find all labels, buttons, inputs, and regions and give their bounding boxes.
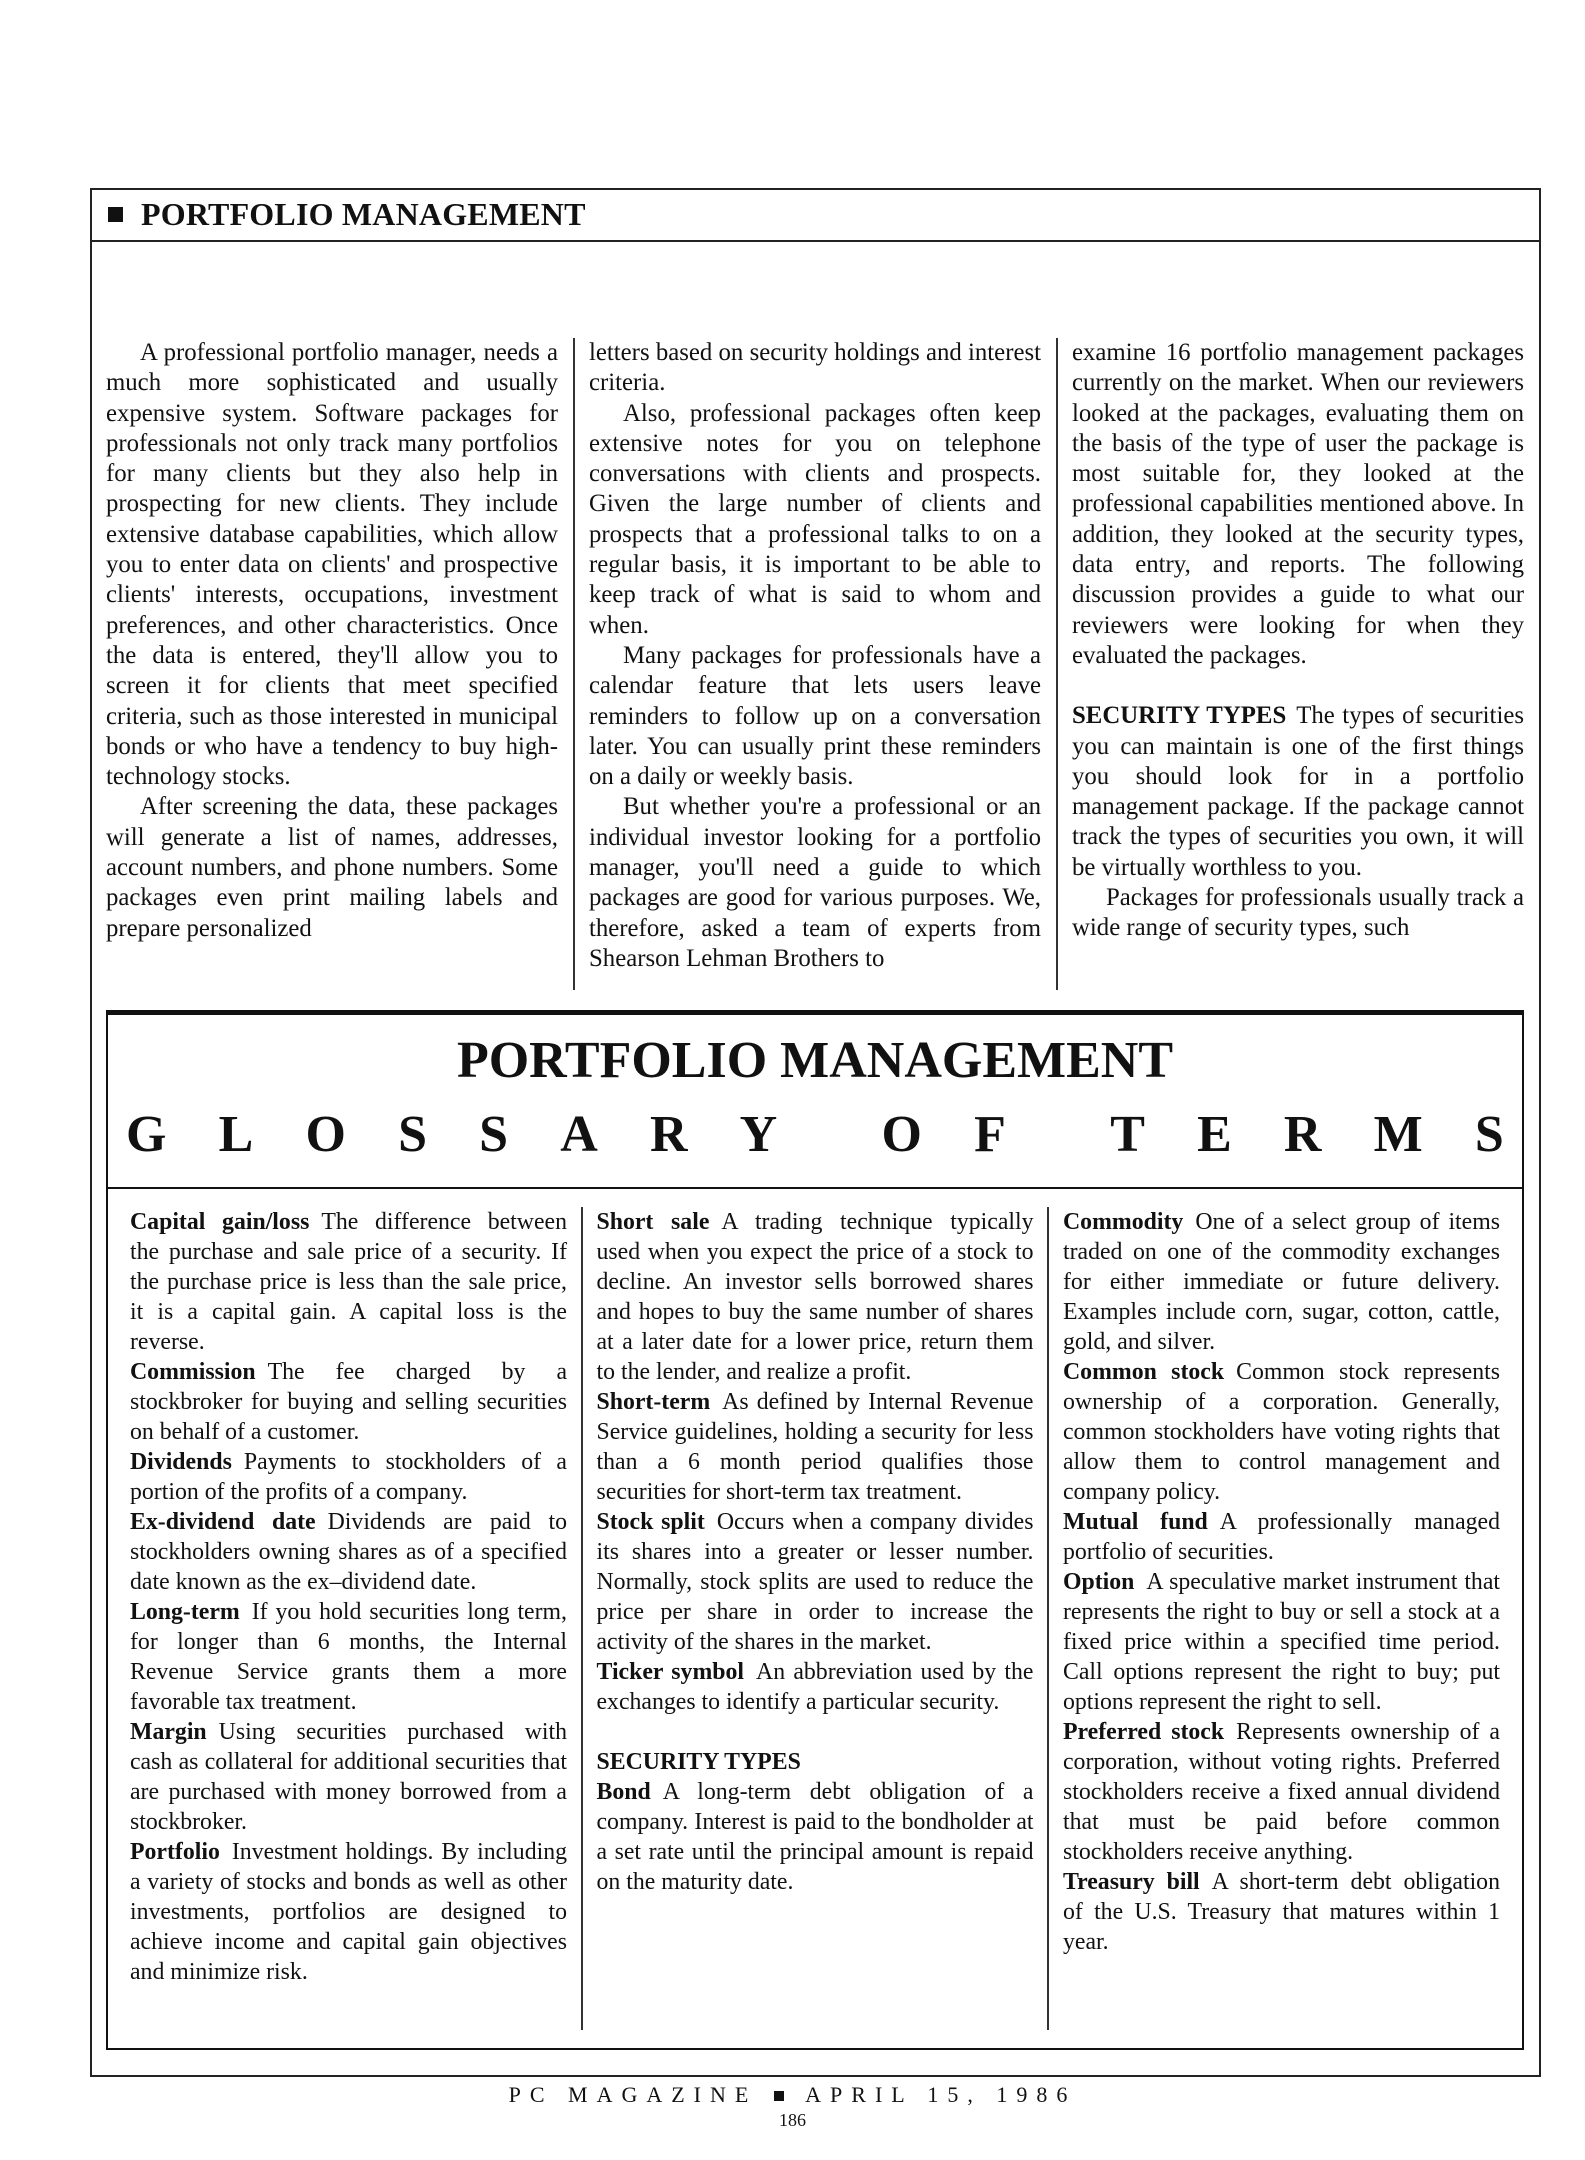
glossary-definition: Dividends are paid to stockholders owning shares as of a specified date known as the ex–dividend date.	[130, 1509, 568, 1595]
subtitle-letter: Y	[739, 1106, 778, 1163]
subtitle-letter: S	[1474, 1106, 1504, 1163]
glossary-term: Short-term	[596, 1389, 711, 1415]
paragraph: letters based on security holdings and interest criteria.	[589, 339, 1041, 397]
glossary-entry	[130, 1207, 567, 1357]
glossary-entry	[130, 1597, 567, 1717]
subtitle-letter: M	[1373, 1106, 1423, 1163]
subtitle-letter: O	[881, 1106, 922, 1163]
subtitle-letter: E	[1197, 1106, 1232, 1163]
subtitle-letter: F	[974, 1106, 1006, 1163]
subtitle-letter: O	[305, 1106, 346, 1163]
glossary-definition: As defined by Internal Revenue Service guidelines, holding a security for less than a 6 month period qualifies those securities for short-term tax treatment.	[596, 1389, 1034, 1505]
subtitle-letter: A	[560, 1106, 598, 1163]
page-footer	[0, 2082, 1585, 2108]
glossary-entry	[1063, 1207, 1500, 1357]
glossary-entry	[1063, 1567, 1500, 1717]
paragraph: Many packages for professionals have a calendar feature that lets users leave reminders to follow up on a conversation later. You can usually print these reminders on a daily or weekly basis.	[589, 641, 1041, 791]
footer-magazine: PC MAGAZINE	[508, 2082, 758, 2107]
article-body	[106, 338, 1524, 990]
glossary-entry	[597, 1777, 1034, 1897]
article-column-2	[589, 338, 1041, 990]
glossary-entry	[597, 1507, 1034, 1657]
glossary-entry	[130, 1717, 567, 1837]
paragraph: But whether you're a professional or an individual investor looking for a portfolio manager, you'll need a guide to which packages are good for various purposes. We, therefore, asked a team of experts from Shearson Lehman Brothers to	[589, 793, 1041, 972]
glossary-entry	[597, 1207, 1034, 1387]
glossary-term: Preferred stock	[1063, 1719, 1225, 1745]
glossary-term: Capital gain/loss	[130, 1209, 310, 1235]
glossary-entry	[1063, 1717, 1500, 1867]
runin-heading: SECURITY TYPES	[1072, 702, 1287, 730]
page-number: 186	[779, 2110, 806, 2130]
glossary-entry	[130, 1357, 567, 1447]
glossary-term: Mutual fund	[1063, 1509, 1208, 1535]
glossary-column-2	[597, 1207, 1034, 2030]
glossary-definition: A professionally managed portfolio of securities.	[1063, 1509, 1500, 1565]
glossary-definition: Common stock represents ownership of a corporation. Generally, common stockholders have voting rights that allow them to control management and company policy.	[1063, 1359, 1501, 1505]
glossary-definition: A trading technique typically used when you expect the price of a stock to decline. An investor sells borrowed shares and hopes to buy the same number of shares at a later date for a lower price, return them to the lender, and realize a profit.	[596, 1209, 1034, 1385]
glossary-definition: Using securities purchased with cash as collateral for additional securities that are purchased with money borrowed from a stockbroker.	[130, 1719, 567, 1835]
runin-text: The types of securities you can maintain is one of the first things you should look for in a portfolio management package. If the package cannot track the types of securities you own, it will be virtually worthless to you.	[1072, 702, 1524, 881]
glossary-columns	[130, 1207, 1500, 2030]
glossary-definition: The difference between the purchase and sale price of a security. If the purchase price is less than the sale price, it is a capital gain. A capital loss is the reverse.	[130, 1209, 567, 1355]
paragraph: Also, professional packages often keep extensive notes for you on telephone conversations with clients and prospects. Given the large number of clients and prospects that a professional talks to on a regular basis, it is important to be able to keep track of what is said to whom and when.	[589, 399, 1041, 639]
glossary-term: Dividends	[130, 1449, 232, 1475]
glossary-term: Common stock	[1063, 1359, 1225, 1385]
glossary-column-3	[1063, 1207, 1500, 2030]
subtitle-letter: R	[1283, 1106, 1322, 1163]
glossary-definition: If you hold securities long term, for longer than 6 months, the Internal Revenue Service grants them a more favorable tax treatment.	[130, 1599, 567, 1715]
paragraph: A professional portfolio manager, needs a much more sophisticated and usually expensive system. Software packages for professionals not only track many portfolios for many clients but they also help in prospecting for new clients. They include extensive database capabilities, which allow you to enter data on clients' and prospective clients' interests, occupations, investment preferences, and other characteristics. Once the data is entered, they'll allow you to screen it for clients that meet specified criteria, such as those interested in municipal bonds or who have a tendency to buy high-technology stocks.	[106, 339, 558, 791]
paragraph: examine 16 portfolio management packages currently on the market. When our reviewers looked at the packages, evaluating them on the basis of the type of user the package is most suitable for, they looked at the professional capabilities mentioned above. In addition, they looked at the security types, data entry, and reports. The following discussion provides a guide to what our reviewers were looking for when they evaluated the packages.	[1072, 339, 1524, 669]
header-bullet-icon	[108, 207, 123, 222]
glossary-term: Bond	[596, 1779, 651, 1805]
glossary-definition: Investment holdings. By including a variety of stocks and bonds as well as other investments, portfolios are designed to achieve income and capital gain objectives and minimize risk.	[130, 1839, 567, 1985]
article-column-1	[106, 338, 558, 990]
subtitle-letter: S	[479, 1106, 509, 1163]
glossary-entry	[130, 1837, 567, 1987]
article-column-3	[1072, 338, 1524, 990]
glossary-term: Margin	[130, 1719, 207, 1745]
glossary-entry	[1063, 1507, 1500, 1567]
column-divider	[573, 338, 575, 990]
glossary-entry	[1063, 1867, 1500, 1957]
glossary-definition: A long-term debt obligation of a company. Interest is paid to the bondholder at a set rate until the principal amount is repaid on the maturity date.	[596, 1779, 1034, 1895]
glossary-column-1	[130, 1207, 567, 2030]
glossary-definition: Payments to stockholders of a portion of the profits of a company.	[130, 1449, 567, 1505]
glossary-rule	[108, 1187, 1522, 1189]
glossary-term: Option	[1063, 1569, 1135, 1595]
paragraph: Packages for professionals usually track a wide range of security types, such	[1072, 884, 1524, 942]
glossary-entry	[130, 1507, 567, 1597]
footer-date: APRIL 15, 1986	[805, 2082, 1077, 2107]
glossary-definition: Represents ownership of a corporation, without voting rights. Preferred stockholders receive a fixed annual dividend that must be paid before common stockholders receive anything.	[1063, 1719, 1500, 1865]
glossary-term: Treasury bill	[1063, 1869, 1200, 1895]
column-divider	[1056, 338, 1058, 990]
glossary-title: PORTFOLIO MANAGEMENT	[456, 1032, 1174, 1089]
glossary-term: Commodity	[1063, 1209, 1184, 1235]
glossary-definition: Occurs when a company divides its shares into a greater or lesser number. Normally, stock splits are used to reduce the price per share in order to increase the activity of the shares in the market.	[596, 1509, 1034, 1655]
glossary-subtitle	[108, 1105, 1522, 1165]
glossary-term: Short sale	[596, 1209, 710, 1235]
glossary-definition: A speculative market instrument that represents the right to buy or sell a stock at a fixed price within a specified time period. Call options represent the right to buy; put options represent the right to sell.	[1063, 1569, 1500, 1715]
paragraph: After screening the data, these packages will generate a list of names, addresses, account numbers, and phone numbers. Some packages even print mailing labels and prepare personalized	[106, 793, 558, 942]
column-divider	[581, 1207, 583, 2030]
glossary-entry	[130, 1447, 567, 1507]
glossary-definition: A short-term debt obligation of the U.S. Treasury that matures within 1 year.	[1063, 1869, 1500, 1955]
footer-square-icon	[774, 2091, 784, 2101]
glossary-subheading: SECURITY TYPES	[596, 1749, 801, 1775]
glossary-term: Ex-dividend date	[130, 1509, 316, 1535]
subtitle-letter: T	[1110, 1106, 1145, 1163]
subtitle-letter: S	[398, 1106, 427, 1163]
glossary-entry	[1063, 1357, 1500, 1507]
subtitle-letter: L	[218, 1106, 254, 1163]
glossary-definition: One of a select group of items traded on one of the commodity exchanges for either immediate or future delivery. Examples include corn, sugar, cotton, cattle, gold, and silver.	[1063, 1209, 1500, 1355]
glossary-entry	[597, 1387, 1034, 1507]
paragraph-security-types	[1072, 701, 1524, 883]
section-title: PORTFOLIO MANAGEMENT	[141, 195, 586, 232]
glossary-entry	[597, 1657, 1034, 1717]
glossary-definition: The fee charged by a stockbroker for buying and selling securities on behalf of a customer.	[130, 1359, 567, 1445]
column-divider	[1047, 1207, 1049, 2030]
section-header	[90, 188, 1541, 242]
subtitle-letter: R	[649, 1106, 688, 1163]
glossary-term: Portfolio	[130, 1839, 220, 1865]
glossary-term: Long-term	[130, 1599, 240, 1625]
glossary-term: Commission	[130, 1359, 256, 1385]
glossary-definition: An abbreviation used by the exchanges to identify a particular security.	[596, 1659, 1034, 1715]
subtitle-letter: G	[126, 1106, 167, 1163]
glossary-term: Ticker symbol	[596, 1659, 745, 1685]
glossary-term: Stock split	[596, 1509, 705, 1535]
glossary-box	[106, 1010, 1524, 2050]
